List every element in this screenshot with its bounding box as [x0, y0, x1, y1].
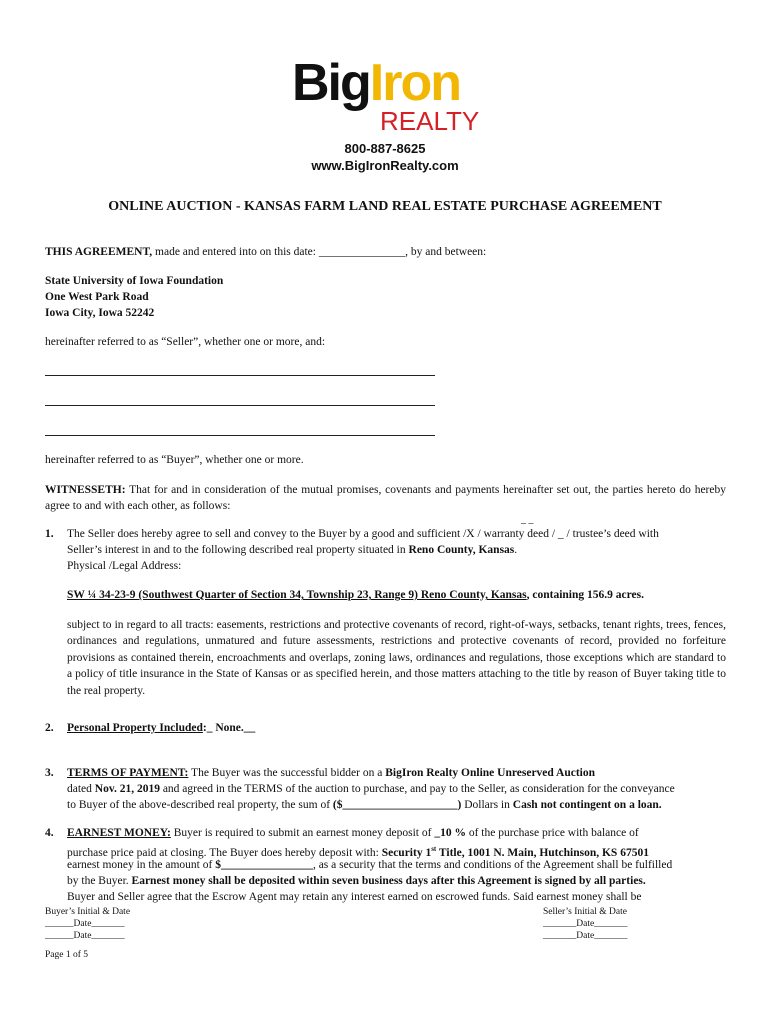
- seller-reference: hereinafter referred to as “Seller”, whether one or more, and:: [45, 336, 326, 348]
- section-3-text-3: to Buyer of the above-described real property, the sum of: [67, 799, 333, 811]
- escrow-agent-name: Security 1: [381, 846, 432, 859]
- intro-line: [45, 245, 486, 260]
- section-3-text-2: and agreed in the TERMS of the auction to purchase, and pay to the Seller, as consideration for the conveyance: [159, 783, 675, 795]
- buyer-initials-line-2: ______Date_______: [45, 931, 125, 941]
- buyer-reference: hereinafter referred to as “Buyer”, whether one or more.: [45, 454, 304, 466]
- buyer-name-line-1: [45, 375, 435, 376]
- escrow-agent-sup: st: [431, 845, 437, 853]
- section-4-text-2: purchase price paid at closing. The Buyer does hereby deposit with:: [67, 846, 382, 859]
- section-3-line-1: [67, 766, 595, 781]
- section-3-dated: dated: [67, 783, 95, 795]
- witnesseth-bold: WITNESSETH:: [45, 484, 126, 496]
- buyer-initials-label: Buyer’s Initial & Date: [45, 907, 131, 917]
- section-4-text-1: Buyer is required to submit an earnest money deposit of: [170, 827, 435, 839]
- section-2-number: 2.: [45, 722, 54, 734]
- deed-option-marks: _ _: [521, 514, 534, 525]
- earnest-deposit-deadline: Earnest money shall be deposited within seven business days after this Agreement is signed by all parties.: [131, 875, 646, 887]
- bigiron-realty-logo: [292, 55, 482, 135]
- seller-initials-line-1: _______Date_______: [543, 919, 628, 929]
- section-3-line-3: [67, 798, 662, 813]
- payment-type: Cash not contingent on a loan.: [512, 799, 662, 811]
- section-2-line: [67, 721, 255, 736]
- property-county: Reno County, Kansas: [408, 544, 515, 556]
- contact-phone: 800-887-8625: [344, 141, 426, 156]
- intro-bold: THIS AGREEMENT,: [45, 246, 153, 258]
- section-1-address-label: Physical /Legal Address:: [67, 560, 182, 572]
- section-4-text-3: earnest money in the amount of: [67, 859, 216, 871]
- escrow-agent-address: Title, 1001 N. Main, Hutchinson, KS 67501: [436, 846, 649, 859]
- section-4-text-1b: of the purchase price with balance of: [465, 827, 639, 839]
- section-1-number: 1.: [45, 528, 54, 540]
- legal-description-acres: , containing 156.9 acres.: [526, 589, 644, 601]
- logo-big: Big: [292, 54, 370, 112]
- witnesseth-paragraph: [45, 482, 726, 515]
- section-1-line-2: [67, 543, 517, 558]
- earnest-amount-blank: $________________: [215, 859, 313, 871]
- logo-realty: REALTY: [380, 106, 480, 136]
- section-3-number: 3.: [45, 767, 54, 779]
- section-1-line-1: The Seller does hereby agree to sell and convey to the Buyer by a good and sufficient /X / warranty deed / _ / trustee’s deed with: [67, 528, 659, 540]
- terms-of-payment-label: TERMS OF PAYMENT:: [67, 767, 189, 779]
- document-title: ONLINE AUCTION - KANSAS FARM LAND REAL ESTATE PURCHASE AGREEMENT: [108, 199, 662, 214]
- subject-to-paragraph: subject to in regard to all tracts: easements, restrictions and protective covenants of record, right-of-ways, setbacks, tenant rights, trees, fences, ordinances and regulations, unmatured and future assessments, restrictions and protective covenants of record, provided no forfeiture provisions as contained therein, encroachments and overlaps, zoning laws, ordinances and regulations, those exceptions which are standard to a policy of title insurance in the State of Kansas or as specified herein, and those matters attaching to the title by reason of Buyer taking title to the real property.: [67, 619, 726, 697]
- section-4-line-5: Buyer and Seller agree that the Escrow Agent may retain any interest earned on escrowed funds. Said earnest money shall be: [67, 891, 642, 903]
- section-3-dollars: Dollars in: [461, 799, 513, 811]
- seller-initials-line-2: _______Date_______: [543, 931, 628, 941]
- buyer-name-line-2: [45, 405, 435, 406]
- section-4-line-1: [67, 826, 639, 841]
- buyer-name-line-3: [45, 435, 435, 436]
- contact-website: www.BigIronRealty.com: [311, 158, 459, 173]
- section-4-number: 4.: [45, 827, 54, 839]
- purchase-price-blank: ($____________________): [332, 799, 462, 811]
- seller-city: Iowa City, Iowa 52242: [45, 307, 155, 319]
- seller-address: One West Park Road: [45, 291, 149, 303]
- earnest-percent: _10 %: [434, 827, 466, 839]
- section-1-line-2-end: .: [514, 544, 518, 556]
- section-1-line-2-text: Seller’s interest in and to the following described real property situated in: [67, 544, 409, 556]
- seller-name: State University of Iowa Foundation: [45, 275, 224, 287]
- section-4-line-3: [67, 858, 672, 873]
- auction-date: Nov. 21, 2019: [94, 783, 160, 795]
- personal-property-value: :_ None.__: [202, 722, 256, 734]
- earnest-money-label: EARNEST MONEY:: [67, 827, 171, 839]
- personal-property-label: Personal Property Included: [67, 722, 203, 734]
- buyer-initials-line-1: ______Date_______: [45, 919, 125, 929]
- page-number: Page 1 of 5: [45, 950, 89, 960]
- section-3-line-2: [67, 782, 675, 797]
- section-4-text-3b: , as a security that the terms and conditions of the Agreement shall be fulfilled: [312, 859, 673, 871]
- section-4-text-4: by the Buyer.: [67, 875, 132, 887]
- logo-iron: Iron: [369, 54, 460, 112]
- section-3-text-1: The Buyer was the successful bidder on a: [188, 767, 386, 779]
- section-4-line-4: [67, 874, 646, 889]
- intro-text: made and entered into on this date: _______________, by and between:: [152, 246, 487, 258]
- legal-description: [67, 588, 644, 603]
- seller-initials-label: Seller’s Initial & Date: [543, 907, 627, 917]
- auction-type: BigIron Realty Online Unreserved Auction: [385, 767, 596, 779]
- legal-description-underlined: SW ¼ 34-23-9 (Southwest Quarter of Section 34, Township 23, Range 9) Reno County, Kansas: [67, 589, 527, 601]
- witnesseth-text: That for and in consideration of the mutual promises, covenants and payments hereinafter set out, the parties hereto do hereby agree to and with each other, as follows:: [45, 484, 726, 513]
